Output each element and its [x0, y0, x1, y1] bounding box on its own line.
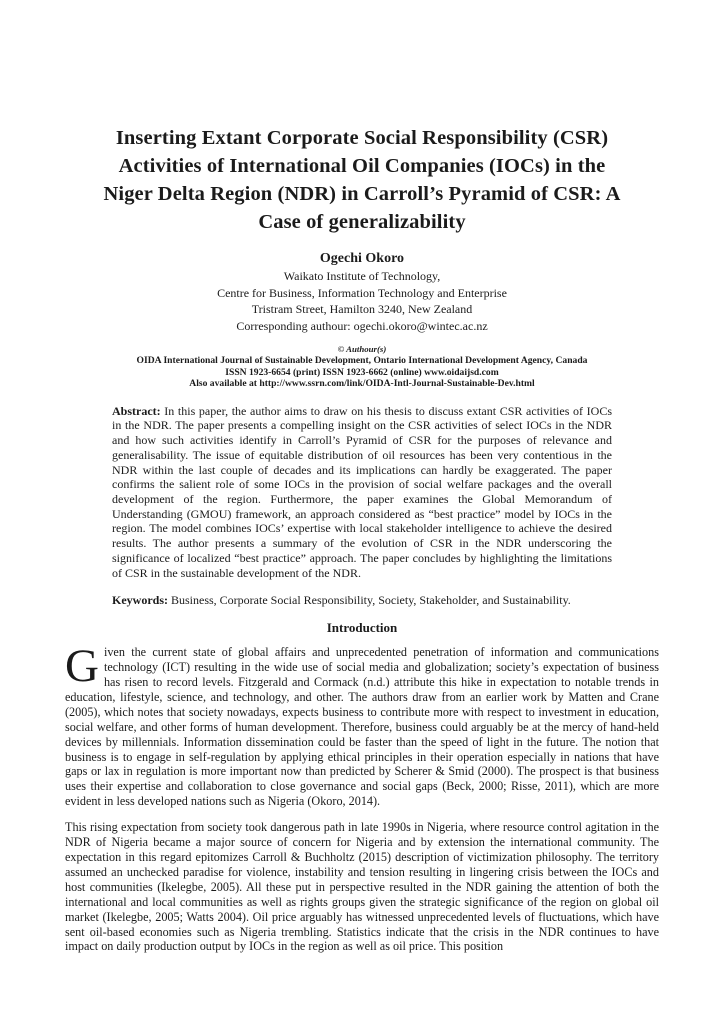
author-block: [0, 249, 724, 334]
publisher-journal-line: OIDA International Journal of Sustainable Development, Ontario International Development Agency, Canada: [136, 355, 588, 366]
title-line-2: Activities of International Oil Companies (IOCs) in the: [118, 155, 606, 177]
intro-paragraph-2: [65, 820, 659, 954]
author-corresponding-email: Corresponding authour: ogechi.okoro@wintec.ac.nz: [236, 318, 488, 333]
title-line-4: Case of generalizability: [258, 211, 466, 233]
keywords-text: Business, Corporate Social Responsibility, Society, Stakeholder, and Sustainability.: [171, 593, 571, 608]
abstract-paragraph: [112, 404, 612, 580]
drop-cap: G: [65, 640, 99, 693]
author-affiliation-centre: Centre for Business, Information Technology and Enterprise: [217, 285, 507, 300]
intro-paragraph-1: [65, 640, 659, 809]
author-affiliation-address: Tristram Street, Hamilton 3240, New Zealand: [251, 302, 473, 316]
keywords-label: Keywords:: [112, 593, 168, 608]
intro-paragraph-2-text: This rising expectation from society took dangerous path in late 1990s in Nigeria, where resource control agitation in the NDR of Nigeria became a major source of concern for Nigeria and by extension the international community. The expectation in this regard epitomizes Carroll & Buchholtz (2015) description of victimization philosophy. The territory assumed an unchecked paradise for violence, instability and tension resulting in lingering crisis between the IOCs and host communities (Ikelegbe, 2005). All these put in perspective resulted in the NDR gaining the attention of both the international and local communities as well as rights groups given the strategic significance of the region on global oil market (Ikelegbe, 2005; Watts 2004). Oil price arguably has witnessed unprecedented levels of fluctuations, which have sent oil-based economies such as Nigeria trembling. Statistics indicate that the crisis in the NDR continues to have impact on daily production output by IOCs in the region as well as oil price. This position: [65, 820, 659, 954]
intro-paragraph-1-text: iven the current state of global affairs and unprecedented penetration of information and communications technology (ICT) resulting in the wide use of social media and globalization; society’s expectation of business has risen to record levels. Fitzgerald and Cormack (n.d.) attribute this hike in expectation to notable trends in education, lifestyle, science, and technology, and other. The authors draw from an earlier work by Matten and Crane (2005), which notes that society nowadays, expects business to contribute more with respect to investment in education, social welfare, and other forms of human development. Therefore, business could arguably be at the mercy of hand-held devices by millennials. Information dissemination could be faster than the speed of light in the future. The notion that business is to engage in self-regulation by applying ethical principles in their operation especially in nations that have gaps or lax in regulation is more important now than predicted by Scherer & Smid (2000). The prospect is that business uses their expertise and collaboration to close governance and social gaps (Beck, 2000; Risse, 2011), which are more evident in less developed nations such as Nigeria (Okoro, 2014).: [65, 645, 659, 809]
title-line-3: Niger Delta Region (NDR) in Carroll’s Pyramid of CSR: A: [103, 183, 621, 205]
introduction-heading: Introduction: [326, 620, 398, 636]
author-affiliation-institute: Waikato Institute of Technology,: [283, 269, 441, 283]
author-name: Ogechi Okoro: [319, 251, 405, 266]
publisher-issn-line: ISSN 1923-6654 (print) ISSN 1923-6662 (online) www.oidaijsd.com: [225, 366, 499, 378]
keywords-line: [112, 593, 612, 608]
abstract-section: [112, 404, 612, 580]
copyright-line: © Authour(s): [337, 344, 387, 354]
title-line-1: Inserting Extant Corporate Social Responsibility (CSR): [115, 127, 609, 149]
paper-title: [52, 124, 672, 236]
publisher-block: [0, 344, 724, 390]
publisher-availability-line: Also available at http://www.ssrn.com/link/OIDA-Intl-Journal-Sustainable-Dev.html: [189, 378, 535, 390]
abstract-text: In this paper, the author aims to draw on his thesis to discuss extant CSR activities of IOCs in the NDR. The paper presents a compelling insight on the CSR activities of select IOCs in the NDR and how such activities identify in Carroll’s Pyramid of CSR for the purposes of relevance and generalisability. The issue of equitable distribution of oil resources has been very contentious in the NDR within the last couple of decades and its implications can hardly be exaggerated. The paper confirms the salient role of some IOCs in the provision of social welfare packages and the overall development of the region. Furthermore, the paper examines the Global Memorandum of Understanding (GMOU) framework, an approach considered as “best practice” model by IOCs in the region. The model combines IOCs’ expertise with local stakeholder intelligence to achieve the desired results. The author presents a summary of the evolution of CSR in the NDR underscoring the significance of localized “best practice” approach. The paper concludes by highlighting the limitations of CSR in the sustainable development of the NDR.: [112, 403, 612, 580]
abstract-label: Abstract:: [112, 403, 161, 418]
introduction-body: [65, 640, 659, 954]
